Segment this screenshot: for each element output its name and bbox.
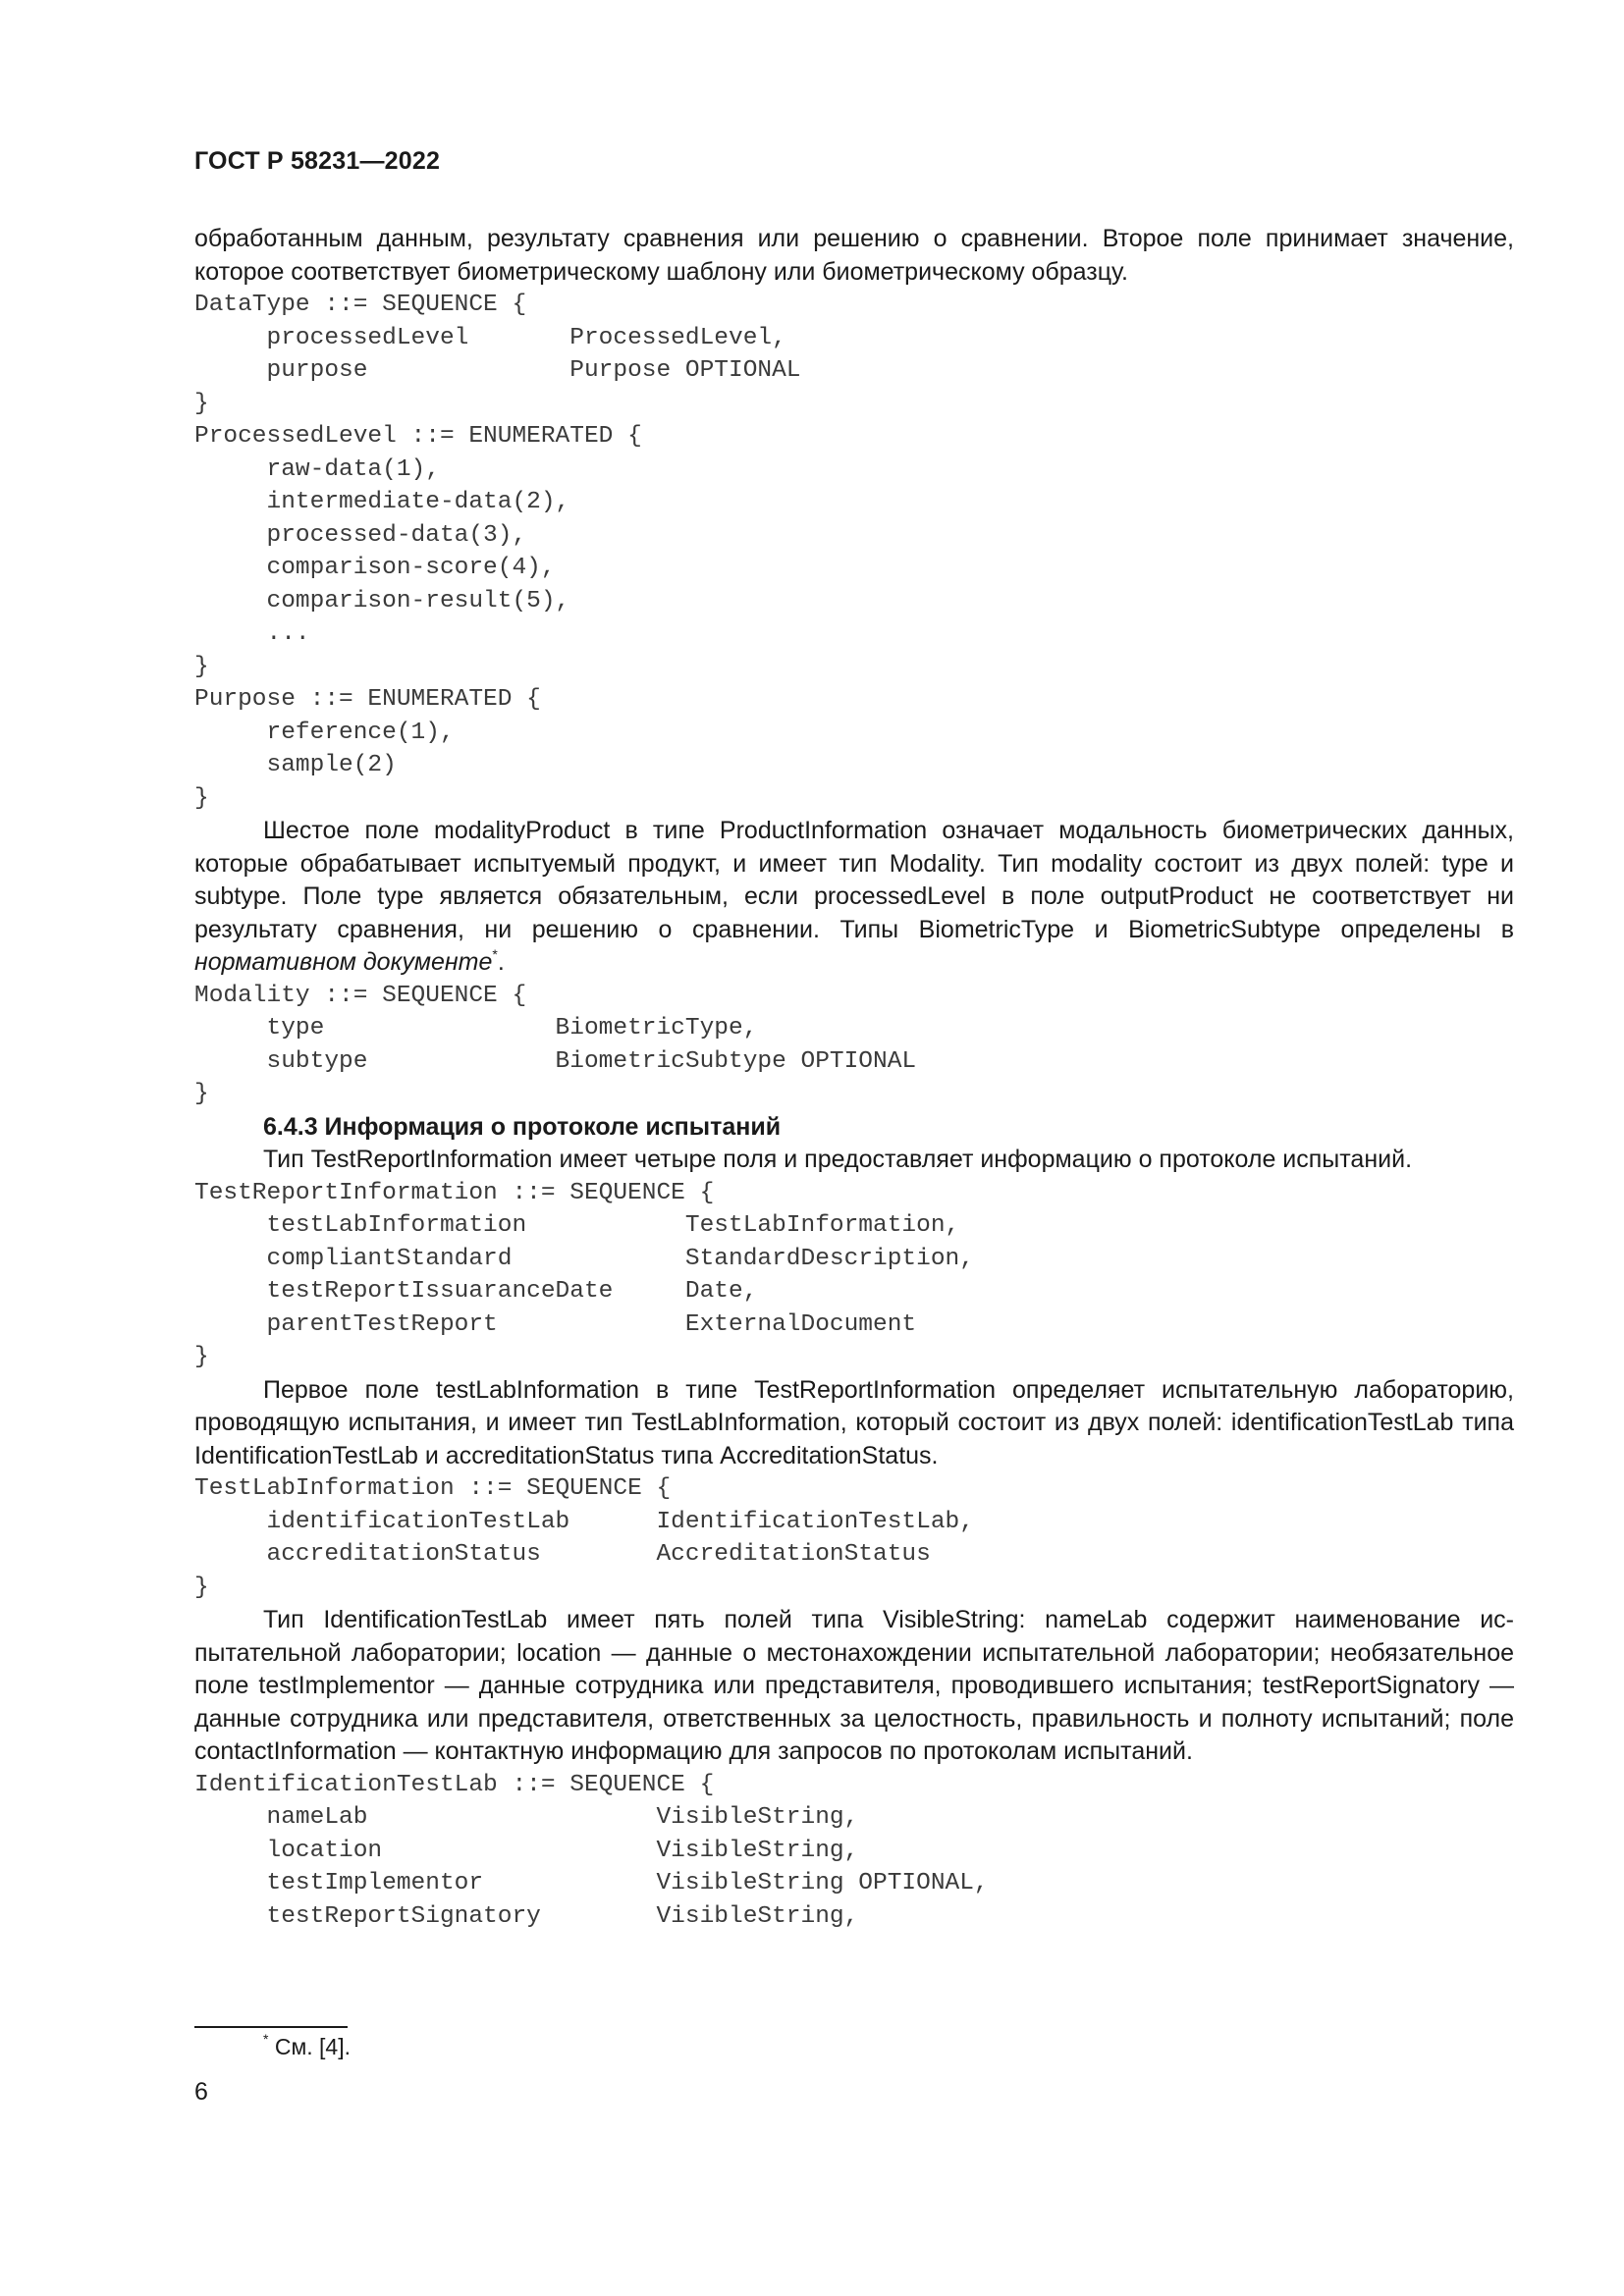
footnote-ref: *: [492, 946, 498, 962]
footnote-divider: [194, 2026, 348, 2028]
paragraph: обработанным данным, результату сравнения или решению о сравнении. Второе поле принимает значение, которое соответствует биометрическому шаблону или биометрическому образцу.: [194, 225, 1514, 286]
paragraph-text: Шестое поле modalityProduct в типе ProductInformation означает модальность биометрических данных, которые обрабатывает испытуемый продукт, и имеет тип Modality. Тип modality состоит из двух полей: type и subtype. Поле type является обязательным, если processedLevel в поле outputProduct не соответствует ни результату сравнения, ни решению о сравнении. Типы BiometricType и BiometricSubtype определены в: [194, 817, 1514, 943]
paragraph: [194, 815, 1514, 980]
asn1-code-block: DataType ::= SEQUENCE { processedLevel ProcessedLevel, purpose Purpose OPTIONAL } ProcessedLevel ::= ENUMERATED { raw-data(1), intermediate-data(2), processed-data(3), comparison-score(4), comparison-result(5), ... } Purpose ::= ENUMERATED { reference(1), sample(2) }: [194, 292, 801, 812]
paragraph: Тип TestReportInformation имеет четыре поля и предоставляет информацию о протоколе испытаний.: [263, 1146, 1413, 1173]
page-body: [194, 223, 1514, 1933]
standard-header: ГОСТ Р 58231—2022: [194, 147, 441, 175]
paragraph: Первое поле testLabInformation в типе TestReportInformation определяет испытательную лабораторию, проводящую испытания, и имеет тип TestLabInformation, который состоит из двух полей: identificationTestLab типа IdentificationTestLab и accreditationStatus типа AccreditationStatus.: [194, 1375, 1514, 1469]
normative-reference: нормативном документе: [194, 948, 493, 976]
asn1-code-block: TestReportInformation ::= SEQUENCE { testLabInformation TestLabInformation, compliantStandard StandardDescription, testReportIssuaranceDate Date, parentTestReport ExternalDocument }: [194, 1179, 974, 1370]
asn1-code-block: TestLabInformation ::= SEQUENCE { identificationTestLab IdentificationTestLab, accreditationStatus AccreditationStatus }: [194, 1475, 974, 1601]
paragraph: Тип IdentificationTestLab имеет пять полей типа VisibleString: nameLab содержит наименование испытательной лаборатории; location — данные о местонахождении испытательной лаборатории; необязательное поле testImplementor — данные сотрудника или представителя, проводившего испытания; testReportSignatory — данные сотрудника или представителя, ответственных за целостность, правильность и полноту испытаний; поле contactInformation — контактную информацию для запросов по протоколам испытаний.: [194, 1606, 1514, 1765]
asn1-code-block: Modality ::= SEQUENCE { type BiometricType, subtype BiometricSubtype OPTIONAL }: [194, 982, 917, 1107]
page-number: 6: [194, 2078, 208, 2106]
section-heading: 6.4.3 Информация о протоколе испытаний: [263, 1112, 782, 1141]
asn1-code-block: IdentificationTestLab ::= SEQUENCE { nameLab VisibleString, location VisibleString, testImplementor VisibleString OPTIONAL, testReportSignatory VisibleString,: [194, 1771, 989, 1930]
footnote-mark: *: [263, 2031, 269, 2047]
footnote-text: См. [4].: [274, 2034, 352, 2059]
paragraph-tail: .: [497, 948, 505, 976]
footnote: [263, 2031, 352, 2060]
